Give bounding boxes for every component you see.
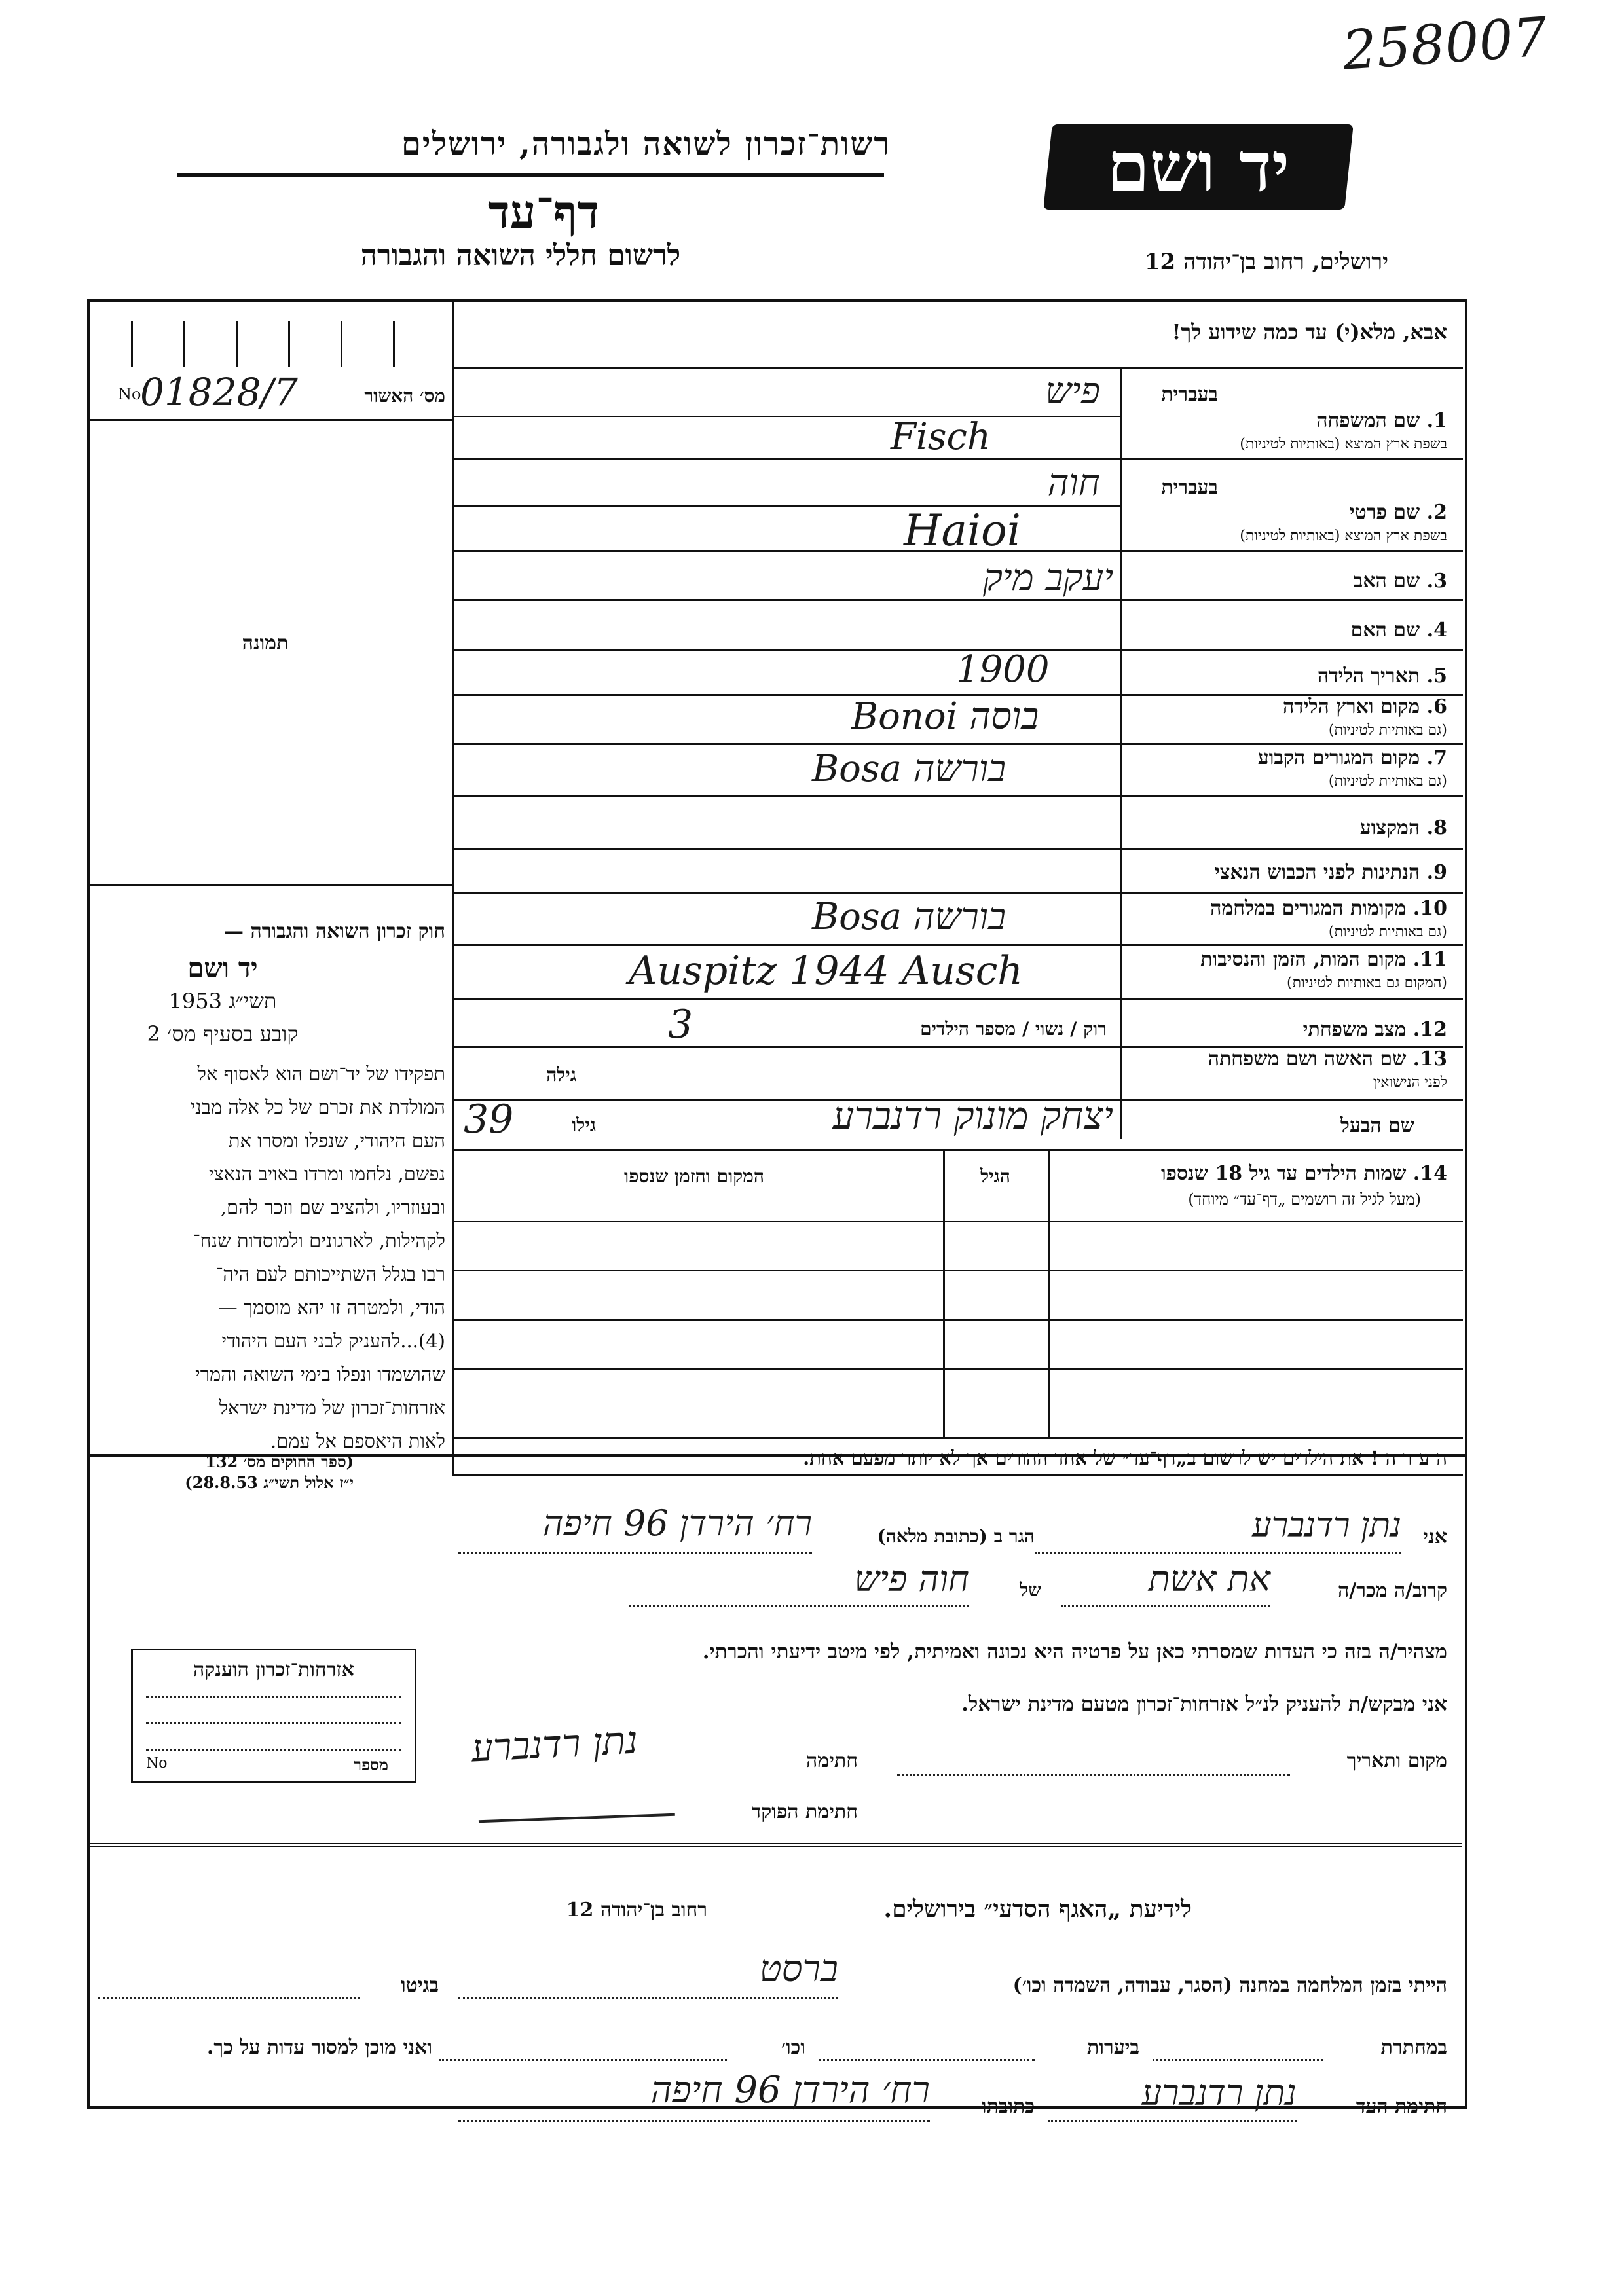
- authority-title: רשות־זכרון לשואה ולגבורה, ירושלים: [401, 126, 891, 162]
- underground-label: במחתרת: [1380, 2036, 1447, 2059]
- form-subtitle: לרשום חללי השואה והגבורה: [360, 239, 681, 272]
- photo-rule: [90, 884, 452, 886]
- declarant-relation-line: [1061, 1605, 1270, 1607]
- declarant-request: אני מבקש/ת להעניק לנ״ל אזרחות־זכרון מטעם מדינת ישראל.: [961, 1692, 1447, 1716]
- citizenship-number-label: מספר: [354, 1755, 388, 1774]
- witness-signature: נתן רדנברע: [1141, 2072, 1297, 2113]
- field-6-label: 6. מקום וארץ הלידה: [1282, 695, 1447, 718]
- children-col-divider-2: [1048, 1149, 1050, 1437]
- declarant-address-line: [458, 1552, 812, 1554]
- declarant-resides-label: הגר ב (כתובת מלאה): [877, 1525, 1035, 1547]
- witness-signature-line: [1048, 2120, 1297, 2122]
- field-12-label: 12. מצב משפחתי: [1302, 1018, 1447, 1041]
- official-signature-mark: [477, 1781, 675, 1823]
- ready-label: ואני מוכן למסור עדות על כך.: [206, 2036, 432, 2059]
- field-7-sub: (גם באותיות לטיניות): [1328, 773, 1447, 790]
- bottom-title: לידיעת „האגף הסדעי״ בירושלים.: [883, 1895, 1192, 1923]
- form-title: דף־עד: [487, 185, 599, 239]
- children-row-4: [452, 1368, 1463, 1370]
- husband-age: 39: [464, 1097, 514, 1142]
- field-1-answer-hebrew: פיש: [1045, 370, 1100, 412]
- children-col-place: המקום והזמן שנספו: [624, 1165, 764, 1187]
- field-12-children-count: 3: [668, 1002, 693, 1048]
- children-note: ה ע ר ה ! את הילדים יש לרשום ב„דף־עד״ של אחד ההורים אך לא יותר מפעם אחת.: [803, 1447, 1447, 1469]
- camp-line: [458, 1997, 838, 1999]
- field-12-options: רוק / נשוי / מספר הילדים: [920, 1018, 1107, 1040]
- children-sub: (מעל לגיל זה רושמים „דף־עד״ מיוחד): [1188, 1190, 1421, 1209]
- authority-underline: [177, 173, 884, 177]
- note-rule: [452, 1474, 1463, 1476]
- instruction: אבא, מלא(י) עד כמה שידוע לך!: [1172, 319, 1447, 344]
- official-label: חתימת הפוקד: [751, 1800, 858, 1823]
- underground-line: [1153, 2059, 1323, 2061]
- citizenship-no-prefix: No: [146, 1755, 168, 1772]
- children-col-divider-1: [943, 1149, 945, 1437]
- ghetto-line: [98, 1997, 360, 1999]
- law-text: תפקידו של יד־ושם הוא לאסוף אל המולדת את זכרם של כל אלה מבני העם היהודי, שנפלו ומסרו את נפשם, נלחמו ומרדו באויב הנאצי ובעוזריו, ולהציב שם וזכר להם, לקהילות, לארגונים ולמוסדות שנח־ רבו בגלל השתייכותם לעם היה־ הודי, ולמטרה זו יהא מוסמך — (4)...להעניק לבני העם היהודי שהושמדו ונפלו בימי השואה והמרי אזרחות־זכרון של מדינת ישראל לאות היאספם אל עמם.: [190, 1063, 445, 1452]
- place-date-label: מקום ותאריך: [1346, 1749, 1447, 1772]
- field-6-answer: Bonoi בוסה: [851, 695, 1039, 738]
- field-1-label: 1. שם המשפחה: [1316, 409, 1447, 432]
- field-3-label: 3. שם האב: [1353, 570, 1447, 592]
- field-10-answer: Bosa בורשה: [812, 896, 1006, 938]
- field-13-label: 13. שם האשה ושם משפחתה: [1208, 1048, 1447, 1070]
- field-6-sub: (גם באותיות לטיניות): [1328, 722, 1447, 738]
- wife-age-label: גילה: [546, 1064, 576, 1085]
- field-7-answer: Bosa בורשה: [812, 748, 1006, 790]
- children-table-bottom: [452, 1437, 1463, 1439]
- witness-address: רח׳ הירדן 96 חיפה: [650, 2069, 930, 2111]
- declarant-name: נתן רדנברע: [1252, 1506, 1401, 1545]
- registration-label: מס׳ האשור: [364, 385, 445, 407]
- camp-label: הייתי בזמן המלחמה במחנה (הסגר, עבודה, השמדה וכו׳): [1012, 1974, 1447, 1997]
- registration-number: 01828/7: [140, 370, 298, 414]
- forests-label: ביערות: [1086, 2036, 1139, 2059]
- registration-ticks: [92, 308, 445, 367]
- field-10-sub: (גם באותיות לטיניות): [1328, 924, 1447, 940]
- children-row-3: [452, 1319, 1463, 1321]
- field-11-answer: Auspitz 1944 Ausch: [629, 948, 1023, 994]
- field-2-answer-latin: Haioi: [904, 505, 1021, 556]
- field-5-answer: 1900: [956, 648, 1050, 691]
- citizenship-box: [131, 1649, 416, 1783]
- law-name: יד ושם: [187, 953, 258, 983]
- bottom-address: רחוב בן־יהודה 12: [566, 1899, 707, 1922]
- field-13-sub: לפני הנישואין: [1373, 1074, 1447, 1091]
- law-year: תשי״ג 1953: [168, 989, 277, 1013]
- declarant-of-label: של: [1020, 1579, 1041, 1601]
- yad-vashem-logo: [1043, 124, 1354, 210]
- husband-label: שם הבעל: [1340, 1114, 1414, 1137]
- field-2-label: 2. שם פרטי: [1349, 501, 1447, 524]
- hebrew-marker-1: בעברית: [1161, 383, 1218, 406]
- declarant-address: רח׳ הירדן 96 חיפה: [542, 1503, 812, 1544]
- declarant-of-name: חוה פיש: [854, 1558, 969, 1599]
- registration-no-prefix: No: [118, 385, 141, 403]
- header-address: ירושלים, רחוב בן־יהודה 12: [1144, 249, 1388, 275]
- instruction-rule: [452, 367, 1463, 369]
- bottom-section-separator: [90, 1843, 1462, 1847]
- husband-name: יצחק מונוק רדנברע: [832, 1093, 1113, 1138]
- law-title: חוק זכרון השואה והגבורה —: [224, 920, 445, 943]
- document-number: 258007: [1340, 6, 1549, 82]
- field-3-answer: יעקב מיק: [983, 556, 1113, 599]
- citizenship-title: אזרחות־זכרון הוענקה: [193, 1658, 355, 1681]
- field-2-sub: בשפת ארץ המוצא (באותיות לטיניות): [1240, 528, 1447, 544]
- witness-signature-label: חתימת העד: [1356, 2095, 1447, 2118]
- row-8-rule: [452, 848, 1463, 850]
- field-7-label: 7. מקום המגורים הקבוע: [1257, 746, 1447, 769]
- field-11-label: 11. מקום המות, הזמן והנסיבות: [1200, 948, 1447, 971]
- row-3-rule: [452, 599, 1463, 601]
- field-11-sub: (המקום גם באותיות לטיניות): [1287, 975, 1447, 991]
- field-1-rule: [452, 416, 1120, 417]
- law-reference-2: י״ז אלול תשי״ג 28.8.53): [185, 1473, 354, 1492]
- left-column-border: [452, 299, 454, 1474]
- law-reference-1: (ספר החוקים מס׳ 132: [205, 1452, 354, 1471]
- row-1-rule: [452, 458, 1463, 460]
- declarant-relation: את אשת: [1148, 1558, 1270, 1599]
- row-6-rule: [452, 743, 1463, 745]
- etc-label: וכו׳: [781, 2036, 805, 2059]
- etc-line: [439, 2059, 727, 2061]
- registration-rule: [90, 419, 452, 421]
- witness-address-label: כתובתו: [981, 2095, 1035, 2118]
- row-7-rule: [452, 795, 1463, 797]
- field-8-label: 8. המקצוע: [1359, 816, 1447, 839]
- field-5-label: 5. תאריך הלידה: [1318, 665, 1447, 687]
- witness-address-line: [458, 2120, 930, 2122]
- declarant-relative-label: קרוב/ה מכר/ה: [1338, 1579, 1447, 1602]
- camp-answer: ברסט: [759, 1948, 838, 1990]
- field-9-label: 9. הנתינות לפני הכבוש הנאצי: [1214, 861, 1447, 884]
- forests-line: [819, 2059, 1035, 2061]
- declarant-declaration: מצהיר/ה בזה כי העדות שמסרתי כאן על פרטיה היא נכונה ואמיתית, לפי מיטב ידיעתי והכרתי.: [702, 1640, 1447, 1664]
- field-1-answer-latin: Fisch: [891, 416, 991, 458]
- row-14-rule: [452, 1149, 1463, 1151]
- field-10-label: 10. מקומות המגורים במלחמה: [1210, 897, 1447, 920]
- logo-text: יד ושם: [1107, 126, 1290, 207]
- row-11-rule: [452, 998, 1463, 1000]
- row-9-rule: [452, 892, 1463, 894]
- photo-label: תמונה: [242, 632, 289, 655]
- hebrew-marker-2: בעברית: [1161, 476, 1218, 499]
- declarant-i-label: אני: [1423, 1525, 1447, 1548]
- law-section: קובע בסעיף מס׳ 2: [147, 1021, 299, 1046]
- husband-age-label: גילו: [572, 1114, 596, 1136]
- children-row-2: [452, 1270, 1463, 1271]
- row-10-rule: [452, 944, 1463, 946]
- ghetto-label: בגיטו: [400, 1974, 439, 1997]
- field-4-label: 4. שם האם: [1350, 619, 1447, 642]
- children-col-age: הגיל: [980, 1165, 1010, 1187]
- field-1-sub: בשפת ארץ המוצא (באותיות לטיניות): [1240, 436, 1447, 452]
- declarant-name-line: [1035, 1552, 1401, 1554]
- declarant-signature: נתן רדנברע: [470, 1717, 639, 1771]
- children-row-1: [452, 1221, 1463, 1222]
- label-column-border: [1120, 367, 1122, 1139]
- children-label: 14. שמות הילדים עד גיל 18 שנספו: [1160, 1162, 1447, 1185]
- field-2-answer-hebrew: חוה: [1047, 462, 1100, 504]
- place-date-line: [897, 1774, 1290, 1776]
- signature-label: חתימה: [806, 1749, 858, 1772]
- declarant-of-line: [629, 1605, 969, 1607]
